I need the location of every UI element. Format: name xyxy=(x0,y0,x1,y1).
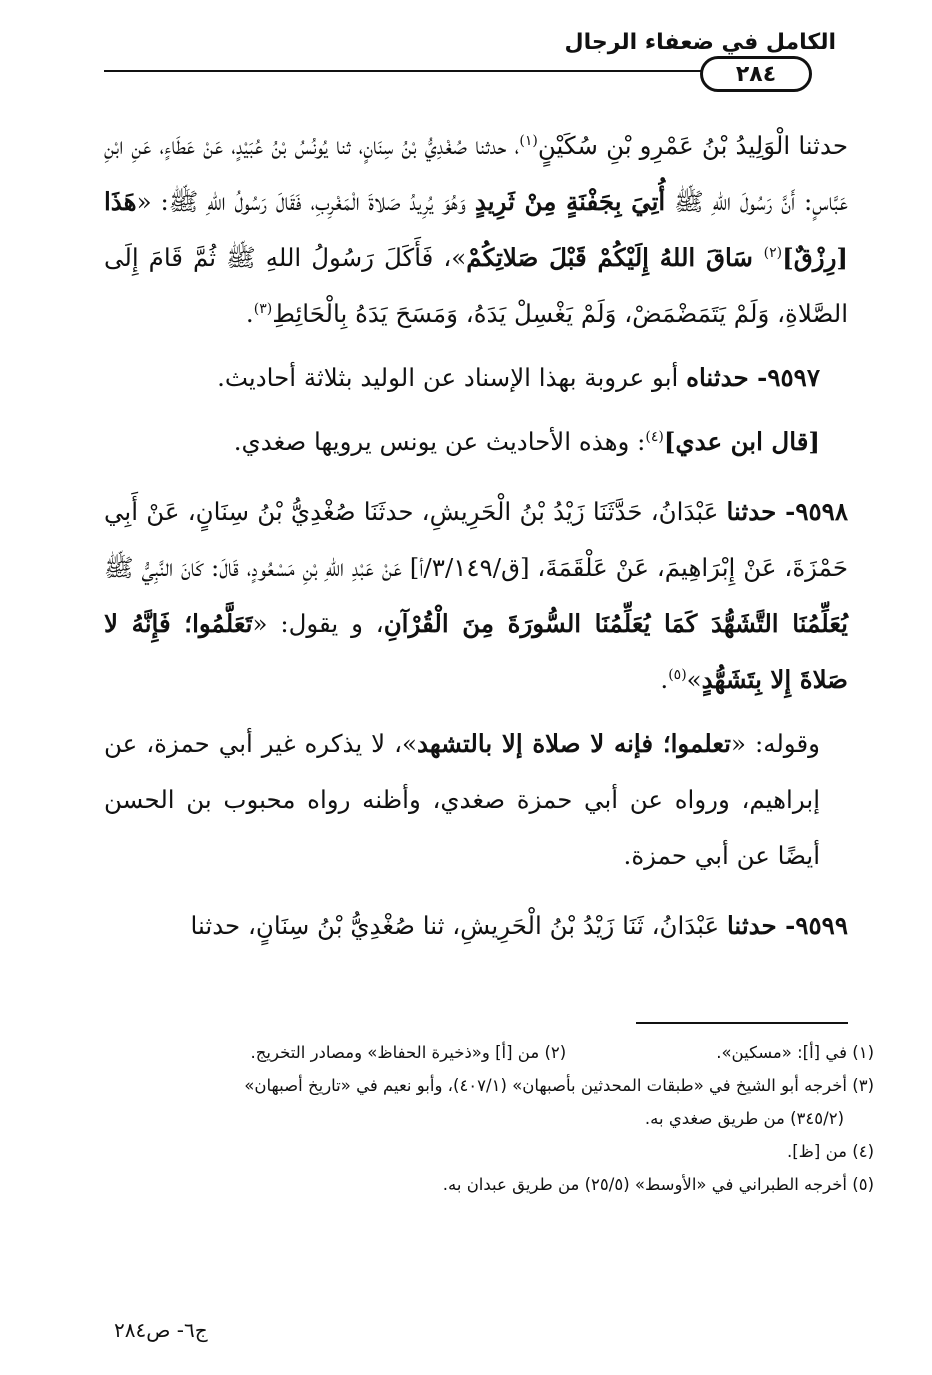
page-number-badge xyxy=(700,56,812,92)
paragraph-ibn-adi xyxy=(104,414,848,470)
text-span: عَبْدَانُ، ثَنَا زَيْدُ بْنُ الْحَرِيشِ، ثنا صُغْدِيُّ بْنُ سِنَانٍ، حدثنا xyxy=(190,911,727,940)
footnote-5: (٥) أخرجه الطبراني في «الأوسط» (٢٥/٥) من طريق عبدان به. xyxy=(442,1175,874,1194)
footnote-3: (٣) أخرجه أبو الشيخ في «طبقات المحدثين بأصبهان» (٤٠٧/١)، وأبو نعيم في «تاريخ أصبهان» xyxy=(244,1076,874,1095)
main-text xyxy=(104,118,848,962)
footnote-2: (٢) من [أ] و«ذخيرة الحفاظ» ومصادر التخريج. xyxy=(250,1043,567,1062)
paragraph-9598 xyxy=(104,484,848,708)
paragraph-9599 xyxy=(104,898,848,954)
text-span: عَبْدَانُ، حَدَّثَنَا زَيْدُ بْنُ الْحَرِيشِ، حدثَنَا صُغْدِيُّ بْنُ سِنَانٍ، عَنْ أَبِي حَمْزَةَ، عَنْ إِبْرَاهِيمَ، عَنْ عَلْقَمَةَ، [ق/٣/١٤٩/أ] عَنْ عَبْدِ اللهِ بْنِ مَسْعُودٍ، قَالَ: كَانَ النَّبِيُّ ﷺ xyxy=(104,497,848,582)
bold-text: تَعَلَّمُوا؛ فَإِنَّهُ لا صَلاةَ إِلا بِتَشَهُّدٍ xyxy=(104,609,848,694)
paragraph-commentary xyxy=(104,716,848,884)
paragraph-isnad-walid xyxy=(104,118,848,342)
footnote-row xyxy=(104,1036,874,1069)
text-span: وقوله: « xyxy=(730,729,820,758)
page-number: ٢٨٤ xyxy=(735,61,777,87)
hadith-number: ٩٥٩٨- xyxy=(776,497,848,526)
header-rule xyxy=(104,70,778,72)
footnotes xyxy=(104,1036,874,1201)
footnote-ref-3: (٣) xyxy=(253,300,273,317)
bold-text: يُعَلِّمُنَا التَّشَهُّدَ كَمَا يُعَلِّمُنَا السُّورَةَ مِنَ الْقُرْآنِ xyxy=(383,609,848,638)
bold-text: حدثنا xyxy=(726,497,777,526)
text-span: : وهذه الأحاديث عن يونس يرويها صغدي. xyxy=(233,427,646,456)
text-span: أبو عروبة بهذا الإسناد عن الوليد بثلاثة أحاديث. xyxy=(217,363,687,392)
bold-text: [قال ابن عدي] xyxy=(663,427,820,456)
footnote-rule xyxy=(636,1022,848,1024)
text-span: حدثنا الْوَلِيدُ بْنُ عَمْرِو بْنِ سُكَيْنٍ xyxy=(537,131,848,160)
bold-text: هَذَا [رِزْقٌ] xyxy=(104,187,848,272)
footnote-1: (١) في [أ]: «مسكين». xyxy=(716,1043,874,1062)
page-reference: ج٦- ص٢٨٤ xyxy=(114,1318,208,1342)
footnote-4: (٤) من [ظ]. xyxy=(786,1142,874,1161)
text-span: »، فَأَكَلَ رَسُولُ اللهِ ﷺ ثُمَّ قَامَ إِلَى الصَّلاةِ، وَلَمْ يَتَمَضْمَضْ، وَلَمْ يَغْسِلْ يَدَهُ، وَمَسَحَ يَدَهُ بِالْحَائِطِ xyxy=(104,243,848,328)
bold-text: حدثنا xyxy=(726,911,777,940)
footnote-ref-2: (٢) xyxy=(763,244,783,261)
footnote-3-continued: (٣٤٥/٢) من طريق صغدي به. xyxy=(644,1109,844,1128)
book-title: الكامل في ضعفاء الرجال xyxy=(564,30,836,55)
bold-text: سَاقَ اللهُ إِلَيْكُمْ قَبْلَ صَلاتِكُمْ xyxy=(466,243,764,272)
hadith-number: ٩٥٩٩- xyxy=(776,911,848,940)
text-span: وَهُوَ يُرِيدُ صَلاةَ الْمَغْرِبِ، فَقَالَ رَسُولُ اللهِ ﷺ: « xyxy=(136,187,475,216)
text-span: . xyxy=(245,299,254,328)
bold-text: تعلموا؛ فإنه لا صلاة إلا بالتشهد xyxy=(416,729,731,758)
text-span: ، و يقول: « xyxy=(252,609,384,638)
hadith-number: ٩٥٩٧- xyxy=(748,363,820,392)
bold-text: حدثناه xyxy=(686,363,749,392)
paragraph-9597 xyxy=(104,350,848,406)
text-span: »، لا يذكره غير أبي حمزة، عن إبراهيم، ورواه عن أبي حمزة صغدي، وأظنه رواه محبوب بن الحسن أيضًا عن أبي حمزة. xyxy=(104,729,820,870)
bold-text: أُتِيَ بِجَفْنَةٍ مِنْ ثَرِيدٍ xyxy=(474,187,666,216)
footnote-ref-4: (٤) xyxy=(645,428,664,445)
footnote-ref-1: (١) xyxy=(519,132,538,149)
text-span: ، حدثنا صُغْدِيُّ بْنُ سِنَانٍ، ثنا يُونُسُ بْنُ عُبَيْدٍ، عَنْ عَطَاءٍ، عَنِ ابْنِ عَبَّاسٍ: أَنَّ رَسُولَ اللهِ ﷺ xyxy=(104,131,848,216)
text-span: » xyxy=(686,665,702,694)
footnote-ref-5: (٥) xyxy=(668,666,687,683)
text-span: . xyxy=(660,665,669,694)
